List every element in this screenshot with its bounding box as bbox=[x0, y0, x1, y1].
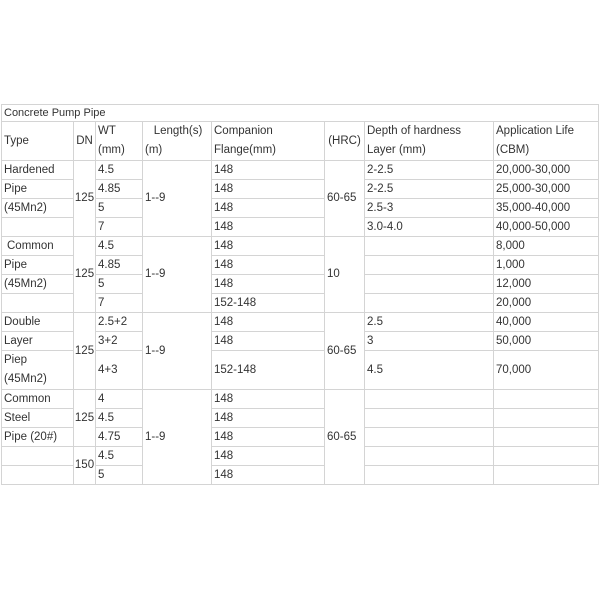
flange-cell: 148 bbox=[212, 199, 325, 218]
wt-cell: 5 bbox=[96, 466, 143, 485]
type-cell: Layer bbox=[2, 332, 74, 351]
life-cell bbox=[494, 409, 599, 428]
flange-cell: 148 bbox=[212, 466, 325, 485]
depth-cell bbox=[365, 409, 494, 428]
wt-cell: 4+3 bbox=[96, 351, 143, 390]
type-cell: (45Mn2) bbox=[2, 199, 74, 218]
depth-cell: 2.5-3 bbox=[365, 199, 494, 218]
type-cell: Hardened bbox=[2, 161, 74, 180]
length-cell: 1--9 bbox=[143, 313, 212, 390]
table-row bbox=[2, 313, 599, 332]
life-cell: 25,000-30,000 bbox=[494, 180, 599, 199]
table-row bbox=[2, 390, 599, 409]
type-cell: Steel bbox=[2, 409, 74, 428]
wt-cell: 4.5 bbox=[96, 409, 143, 428]
wt-cell: 4.5 bbox=[96, 161, 143, 180]
type-cell bbox=[2, 466, 74, 485]
type-cell bbox=[2, 294, 74, 313]
flange-cell: 148 bbox=[212, 332, 325, 351]
hrc-cell: 10 bbox=[325, 237, 365, 313]
depth-cell bbox=[365, 428, 494, 447]
life-cell: 40,000 bbox=[494, 313, 599, 332]
table-row bbox=[2, 161, 599, 180]
dn-cell: 125 bbox=[74, 237, 96, 313]
flange-cell: 148 bbox=[212, 256, 325, 275]
depth-cell: 2.5 bbox=[365, 313, 494, 332]
flange-cell: 148 bbox=[212, 218, 325, 237]
life-cell: 12,000 bbox=[494, 275, 599, 294]
header-wt: WT (mm) bbox=[96, 122, 143, 161]
dn-cell: 125 bbox=[74, 313, 96, 390]
flange-cell: 152-148 bbox=[212, 351, 325, 390]
flange-cell: 148 bbox=[212, 275, 325, 294]
depth-cell: 4.5 bbox=[365, 351, 494, 390]
hrc-cell: 60-65 bbox=[325, 390, 365, 485]
depth-cell: 2-2.5 bbox=[365, 161, 494, 180]
wt-cell: 5 bbox=[96, 275, 143, 294]
life-cell: 70,000 bbox=[494, 351, 599, 390]
life-cell: 35,000-40,000 bbox=[494, 199, 599, 218]
flange-cell: 148 bbox=[212, 313, 325, 332]
header-row bbox=[2, 122, 599, 161]
type-cell: Common bbox=[2, 390, 74, 409]
length-cell: 1--9 bbox=[143, 237, 212, 313]
life-cell bbox=[494, 390, 599, 409]
flange-cell: 148 bbox=[212, 161, 325, 180]
header-flange: Companion Flange(mm) bbox=[212, 122, 325, 161]
wt-cell: 4.85 bbox=[96, 180, 143, 199]
dn-cell: 125 bbox=[74, 161, 96, 237]
type-cell: Piep (45Mn2) bbox=[2, 351, 74, 390]
header-depth: Depth of hardness Layer (mm) bbox=[365, 122, 494, 161]
table-title: Concrete Pump Pipe bbox=[2, 105, 599, 122]
wt-cell: 5 bbox=[96, 199, 143, 218]
life-cell: 40,000-50,000 bbox=[494, 218, 599, 237]
title-row bbox=[2, 105, 599, 122]
life-cell: 20,000 bbox=[494, 294, 599, 313]
wt-cell: 4 bbox=[96, 390, 143, 409]
flange-cell: 152-148 bbox=[212, 294, 325, 313]
type-cell: Common bbox=[2, 237, 74, 256]
type-cell: Pipe bbox=[2, 256, 74, 275]
life-cell: 1,000 bbox=[494, 256, 599, 275]
life-cell: 8,000 bbox=[494, 237, 599, 256]
concrete-pump-pipe-table bbox=[1, 104, 599, 485]
table-row bbox=[2, 447, 599, 466]
flange-cell: 148 bbox=[212, 428, 325, 447]
flange-cell: 148 bbox=[212, 390, 325, 409]
wt-cell: 7 bbox=[96, 294, 143, 313]
header-type: Type bbox=[2, 122, 74, 161]
life-cell bbox=[494, 428, 599, 447]
header-hrc: (HRC) bbox=[325, 122, 365, 161]
depth-cell bbox=[365, 237, 494, 256]
wt-cell: 2.5+2 bbox=[96, 313, 143, 332]
length-cell: 1--9 bbox=[143, 390, 212, 485]
depth-cell: 3 bbox=[365, 332, 494, 351]
type-cell: Pipe (20#) bbox=[2, 428, 74, 447]
table-row bbox=[2, 237, 599, 256]
depth-cell bbox=[365, 466, 494, 485]
depth-cell: 3.0-4.0 bbox=[365, 218, 494, 237]
wt-cell: 4.5 bbox=[96, 447, 143, 466]
type-cell: Double bbox=[2, 313, 74, 332]
hrc-cell: 60-65 bbox=[325, 161, 365, 237]
type-cell: Pipe bbox=[2, 180, 74, 199]
type-cell bbox=[2, 218, 74, 237]
flange-cell: 148 bbox=[212, 237, 325, 256]
depth-cell bbox=[365, 447, 494, 466]
life-cell bbox=[494, 466, 599, 485]
life-cell: 20,000-30,000 bbox=[494, 161, 599, 180]
depth-cell bbox=[365, 275, 494, 294]
wt-cell: 4.85 bbox=[96, 256, 143, 275]
wt-cell: 4.75 bbox=[96, 428, 143, 447]
flange-cell: 148 bbox=[212, 447, 325, 466]
wt-cell: 4.5 bbox=[96, 237, 143, 256]
hrc-cell: 60-65 bbox=[325, 313, 365, 390]
header-length: Length(s) (m) bbox=[143, 122, 212, 161]
header-dn: DN bbox=[74, 122, 96, 161]
depth-cell bbox=[365, 390, 494, 409]
life-cell: 50,000 bbox=[494, 332, 599, 351]
wt-cell: 3+2 bbox=[96, 332, 143, 351]
flange-cell: 148 bbox=[212, 180, 325, 199]
type-cell: (45Mn2) bbox=[2, 275, 74, 294]
length-cell: 1--9 bbox=[143, 161, 212, 237]
flange-cell: 148 bbox=[212, 409, 325, 428]
depth-cell bbox=[365, 294, 494, 313]
dn-cell: 150 bbox=[74, 447, 96, 485]
type-cell bbox=[2, 447, 74, 466]
header-life: Application Life (CBM) bbox=[494, 122, 599, 161]
depth-cell bbox=[365, 256, 494, 275]
life-cell bbox=[494, 447, 599, 466]
dn-cell: 125 bbox=[74, 390, 96, 447]
depth-cell: 2-2.5 bbox=[365, 180, 494, 199]
wt-cell: 7 bbox=[96, 218, 143, 237]
